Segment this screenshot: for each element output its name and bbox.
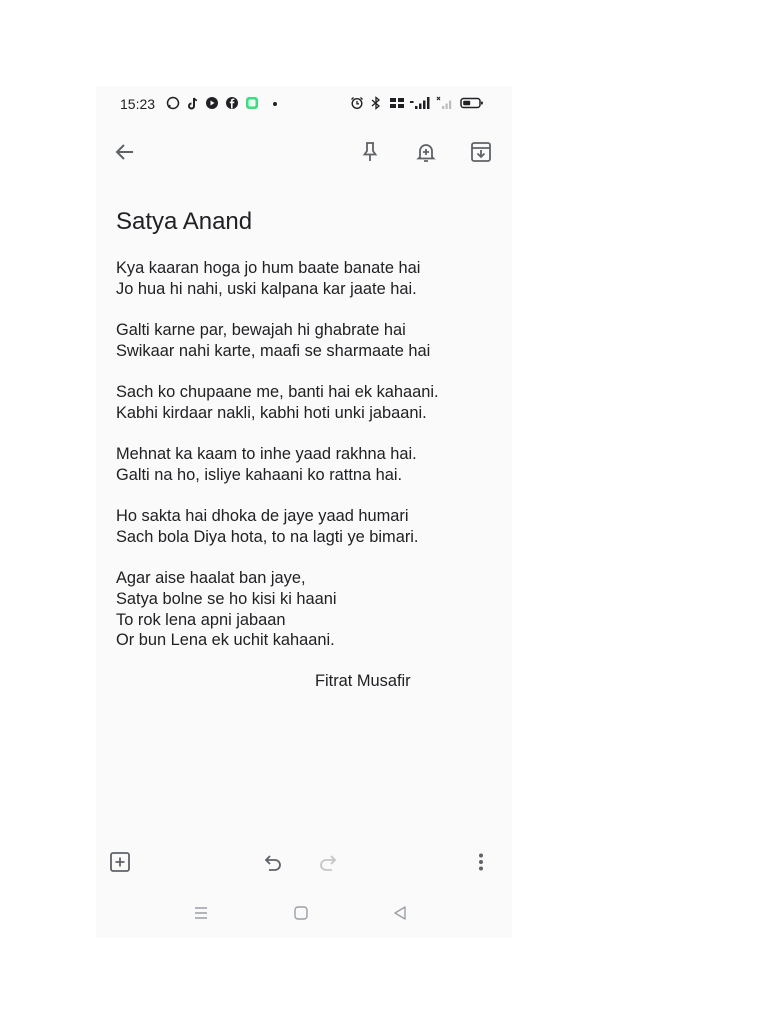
back-triangle-icon	[390, 903, 410, 923]
undo-button[interactable]	[259, 848, 287, 876]
note-title[interactable]: Satya Anand	[116, 208, 253, 235]
arrow-left-icon	[113, 140, 137, 164]
reminder-button[interactable]	[412, 138, 440, 166]
poem-line: Swikaar nahi karte, maafi se sharmaate hai	[116, 341, 431, 360]
poem-line: Mehnat ka kaam to inhe yaad rakhna hai.	[116, 445, 417, 464]
battery-icon	[460, 96, 484, 110]
archive-button[interactable]	[467, 138, 495, 166]
stanza	[116, 444, 496, 485]
status-time: 15:23	[120, 96, 156, 112]
poem-line: Satya bolne se ho kisi ki haani	[116, 590, 337, 608]
poem-line: Agar aise haalat ban jaye,	[116, 569, 306, 588]
tiktok-icon	[186, 96, 200, 110]
pin-icon	[358, 140, 382, 164]
pin-button[interactable]	[356, 138, 384, 166]
poem-line: Ho sakta hai dhoka de jaye yaad humari	[116, 507, 409, 526]
app-icon	[245, 96, 259, 110]
stanza	[116, 568, 496, 651]
phone-screen	[96, 86, 512, 938]
poem-line: To rok lena apni jabaan	[116, 610, 286, 629]
bell-plus-icon	[414, 140, 438, 164]
bluetooth-icon	[369, 96, 383, 110]
home-button[interactable]	[289, 901, 313, 925]
stanza	[116, 382, 496, 423]
recent-apps-button[interactable]	[189, 901, 213, 925]
more-options-button[interactable]	[467, 848, 495, 876]
poem-line: Kya kaaran hoga jo hum baate banate hai	[116, 259, 421, 277]
undo-icon	[261, 850, 285, 874]
signal-2-icon	[436, 96, 454, 110]
poem-line: Kabhi kirdaar nakli, kabhi hoti unki jabaani.	[116, 403, 427, 422]
signal-icon	[410, 96, 430, 110]
archive-icon	[469, 140, 493, 164]
poem-line: Sach bola Diya hota, to na lagti ye bimari.	[116, 527, 419, 546]
stanza	[116, 320, 496, 361]
redo-button[interactable]	[314, 848, 342, 876]
home-icon	[291, 903, 311, 923]
add-button[interactable]	[106, 848, 134, 876]
recent-apps-icon	[191, 903, 211, 923]
back-button[interactable]	[111, 138, 139, 166]
stanza	[116, 506, 496, 547]
poem-line: Sach ko chupaane me, banti hai ek kahaani.	[116, 383, 439, 402]
more-vert-icon	[469, 850, 493, 874]
volte-icon	[389, 96, 405, 110]
redo-icon	[316, 850, 340, 874]
note-signature: Fitrat Musafir	[315, 672, 411, 690]
stanza	[116, 258, 496, 299]
status-bar	[96, 86, 512, 122]
poem-line: Galti karne par, bewajah hi ghabrate hai	[116, 321, 406, 340]
more-dot-icon	[268, 96, 282, 110]
facebook-icon	[225, 96, 239, 110]
youtube-music-icon	[205, 96, 219, 110]
note-body[interactable]	[116, 258, 496, 672]
system-back-button[interactable]	[388, 901, 412, 925]
whatsapp-icon	[166, 96, 180, 110]
alarm-icon	[350, 96, 364, 110]
poem-line: Jo hua hi nahi, uski kalpana kar jaate hai.	[116, 279, 417, 298]
poem-line: Or bun Lena ek uchit kahaani.	[116, 631, 335, 650]
add-box-icon	[108, 850, 132, 874]
poem-line: Galti na ho, isliye kahaani ko rattna hai.	[116, 465, 403, 484]
